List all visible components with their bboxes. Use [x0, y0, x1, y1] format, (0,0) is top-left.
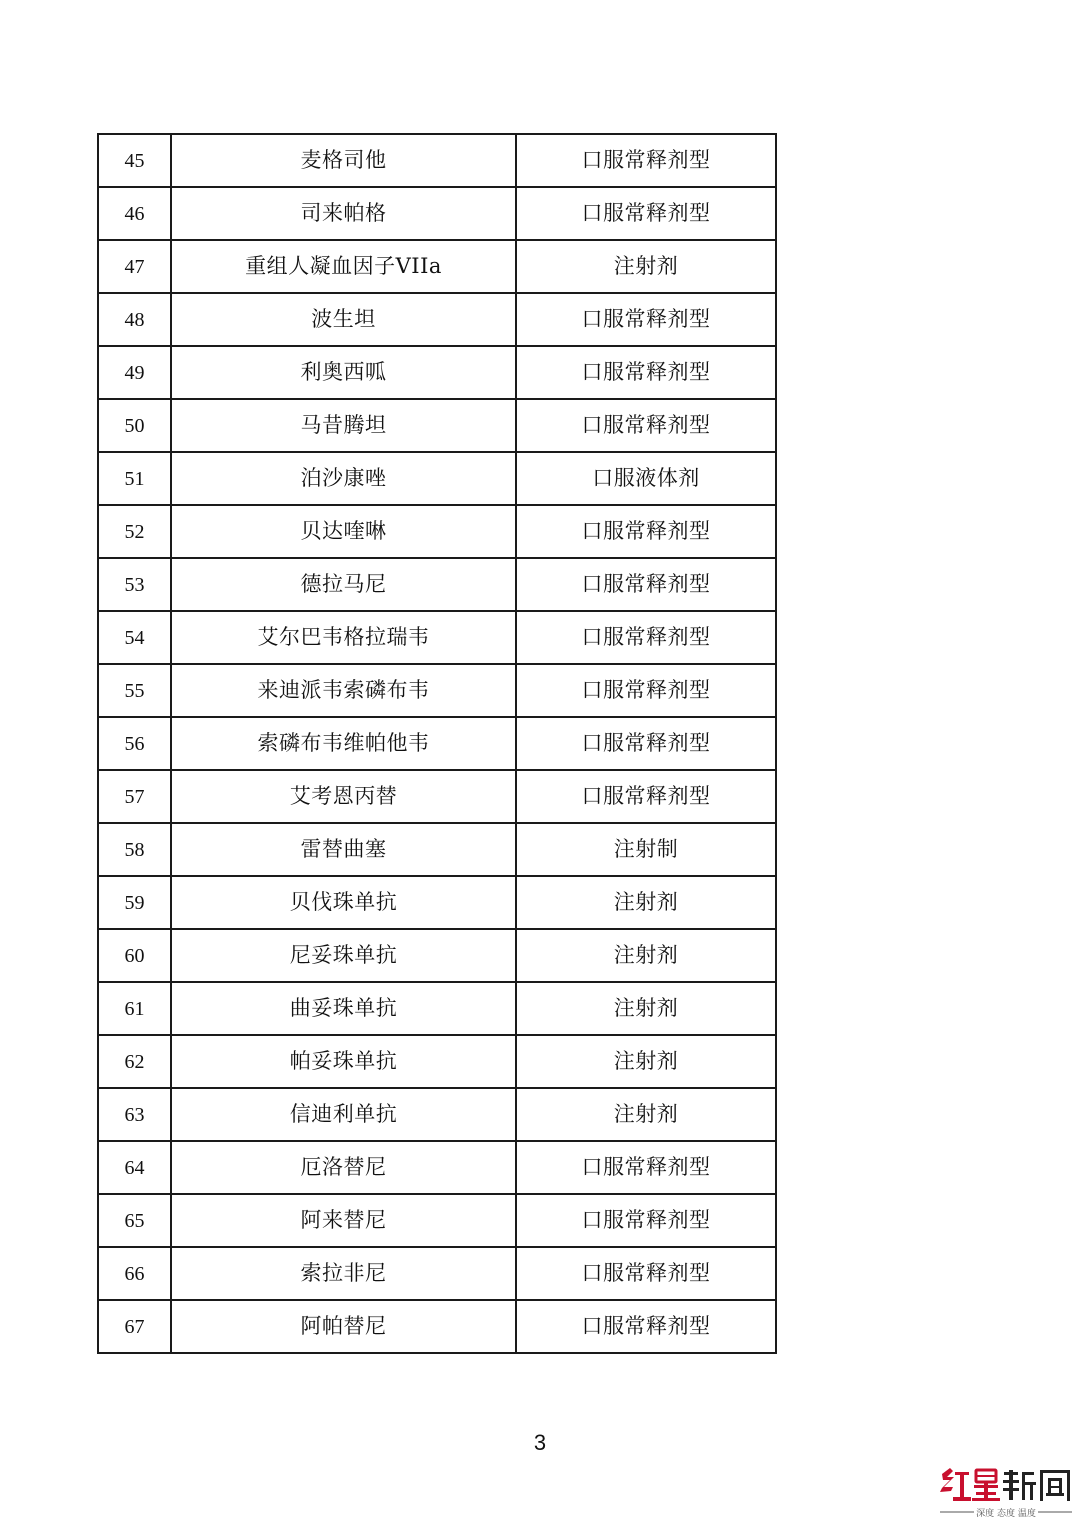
news-watermark-logo: [938, 1466, 1074, 1522]
drug-name-cell: 帕妥珠单抗: [171, 1035, 516, 1088]
table-row: [98, 1088, 776, 1141]
row-number-cell: 47: [98, 240, 171, 293]
drug-name-cell: 德拉马尼: [171, 558, 516, 611]
drug-name-cell: 来迪派韦索磷布韦: [171, 664, 516, 717]
row-number-cell: 66: [98, 1247, 171, 1300]
dosage-form-cell: 注射剂: [516, 929, 776, 982]
table-row: [98, 1141, 776, 1194]
drug-name-cell: 信迪利单抗: [171, 1088, 516, 1141]
drug-name-cell: 利奥西呱: [171, 346, 516, 399]
table-row: [98, 452, 776, 505]
table-row: [98, 1300, 776, 1353]
dosage-form-cell: 注射剂: [516, 240, 776, 293]
dosage-form-cell: 口服常释剂型: [516, 558, 776, 611]
row-number-cell: 54: [98, 611, 171, 664]
table-body: [98, 134, 776, 1353]
table-row: [98, 1194, 776, 1247]
dosage-form-cell: 注射剂: [516, 1035, 776, 1088]
table-row: [98, 717, 776, 770]
drug-name-cell: 麦格司他: [171, 134, 516, 187]
row-number-cell: 62: [98, 1035, 171, 1088]
drug-name-cell: 马昔腾坦: [171, 399, 516, 452]
drug-name-cell: 重组人凝血因子VIIa: [171, 240, 516, 293]
row-number-cell: 59: [98, 876, 171, 929]
dosage-form-cell: 口服常释剂型: [516, 399, 776, 452]
drug-table: [97, 133, 777, 1354]
dosage-form-cell: 口服常释剂型: [516, 134, 776, 187]
table-row: [98, 1035, 776, 1088]
dosage-form-cell: 注射制: [516, 823, 776, 876]
drug-name-cell: 阿来替尼: [171, 1194, 516, 1247]
dosage-form-cell: 口服常释剂型: [516, 611, 776, 664]
row-number-cell: 45: [98, 134, 171, 187]
row-number-cell: 60: [98, 929, 171, 982]
row-number-cell: 57: [98, 770, 171, 823]
dosage-form-cell: 口服常释剂型: [516, 664, 776, 717]
table-row: [98, 558, 776, 611]
drug-name-cell: 阿帕替尼: [171, 1300, 516, 1353]
row-number-cell: 51: [98, 452, 171, 505]
table-row: [98, 240, 776, 293]
dosage-form-cell: 口服常释剂型: [516, 293, 776, 346]
drug-name-cell: 艾尔巴韦格拉瑞韦: [171, 611, 516, 664]
dosage-form-cell: 注射剂: [516, 982, 776, 1035]
dosage-form-cell: 口服常释剂型: [516, 1247, 776, 1300]
dosage-form-cell: 口服常释剂型: [516, 505, 776, 558]
drug-name-cell: 波生坦: [171, 293, 516, 346]
table-row: [98, 399, 776, 452]
watermark-tagline: 深度 态度 温度: [976, 1509, 1036, 1519]
dosage-form-cell: 注射剂: [516, 876, 776, 929]
dosage-form-cell: 口服液体剂: [516, 452, 776, 505]
drug-name-cell: 泊沙康唑: [171, 452, 516, 505]
dosage-form-cell: 口服常释剂型: [516, 187, 776, 240]
row-number-cell: 67: [98, 1300, 171, 1353]
page-number: 3: [533, 1430, 547, 1455]
table-row: [98, 293, 776, 346]
dosage-form-cell: 口服常释剂型: [516, 346, 776, 399]
drug-name-cell: 艾考恩丙替: [171, 770, 516, 823]
row-number-cell: 58: [98, 823, 171, 876]
table-row: [98, 876, 776, 929]
table-row: [98, 187, 776, 240]
table-row: [98, 505, 776, 558]
row-number-cell: 65: [98, 1194, 171, 1247]
dosage-form-cell: 口服常释剂型: [516, 1141, 776, 1194]
drug-name-cell: 曲妥珠单抗: [171, 982, 516, 1035]
table-row: [98, 134, 776, 187]
row-number-cell: 64: [98, 1141, 171, 1194]
row-number-cell: 63: [98, 1088, 171, 1141]
row-number-cell: 46: [98, 187, 171, 240]
row-number-cell: 50: [98, 399, 171, 452]
drug-name-cell: 索磷布韦维帕他韦: [171, 717, 516, 770]
drug-name-cell: 贝达喹啉: [171, 505, 516, 558]
dosage-form-cell: 口服常释剂型: [516, 770, 776, 823]
table-row: [98, 664, 776, 717]
table-row: [98, 611, 776, 664]
dosage-form-cell: 注射剂: [516, 1088, 776, 1141]
drug-name-cell: 贝伐珠单抗: [171, 876, 516, 929]
drug-name-cell: 司来帕格: [171, 187, 516, 240]
table-row: [98, 770, 776, 823]
table-row: [98, 823, 776, 876]
table-row: [98, 982, 776, 1035]
row-number-cell: 48: [98, 293, 171, 346]
row-number-cell: 53: [98, 558, 171, 611]
row-number-cell: 61: [98, 982, 171, 1035]
dosage-form-cell: 口服常释剂型: [516, 1194, 776, 1247]
dosage-form-cell: 口服常释剂型: [516, 717, 776, 770]
drug-name-cell: 索拉非尼: [171, 1247, 516, 1300]
dosage-form-cell: 口服常释剂型: [516, 1300, 776, 1353]
row-number-cell: 52: [98, 505, 171, 558]
row-number-cell: 49: [98, 346, 171, 399]
row-number-cell: 55: [98, 664, 171, 717]
table-row: [98, 346, 776, 399]
table-row: [98, 929, 776, 982]
drug-name-cell: 尼妥珠单抗: [171, 929, 516, 982]
table-row: [98, 1247, 776, 1300]
row-number-cell: 56: [98, 717, 171, 770]
drug-name-cell: 雷替曲塞: [171, 823, 516, 876]
watermark-logo-graphic: [938, 1466, 1074, 1522]
drug-name-cell: 厄洛替尼: [171, 1141, 516, 1194]
